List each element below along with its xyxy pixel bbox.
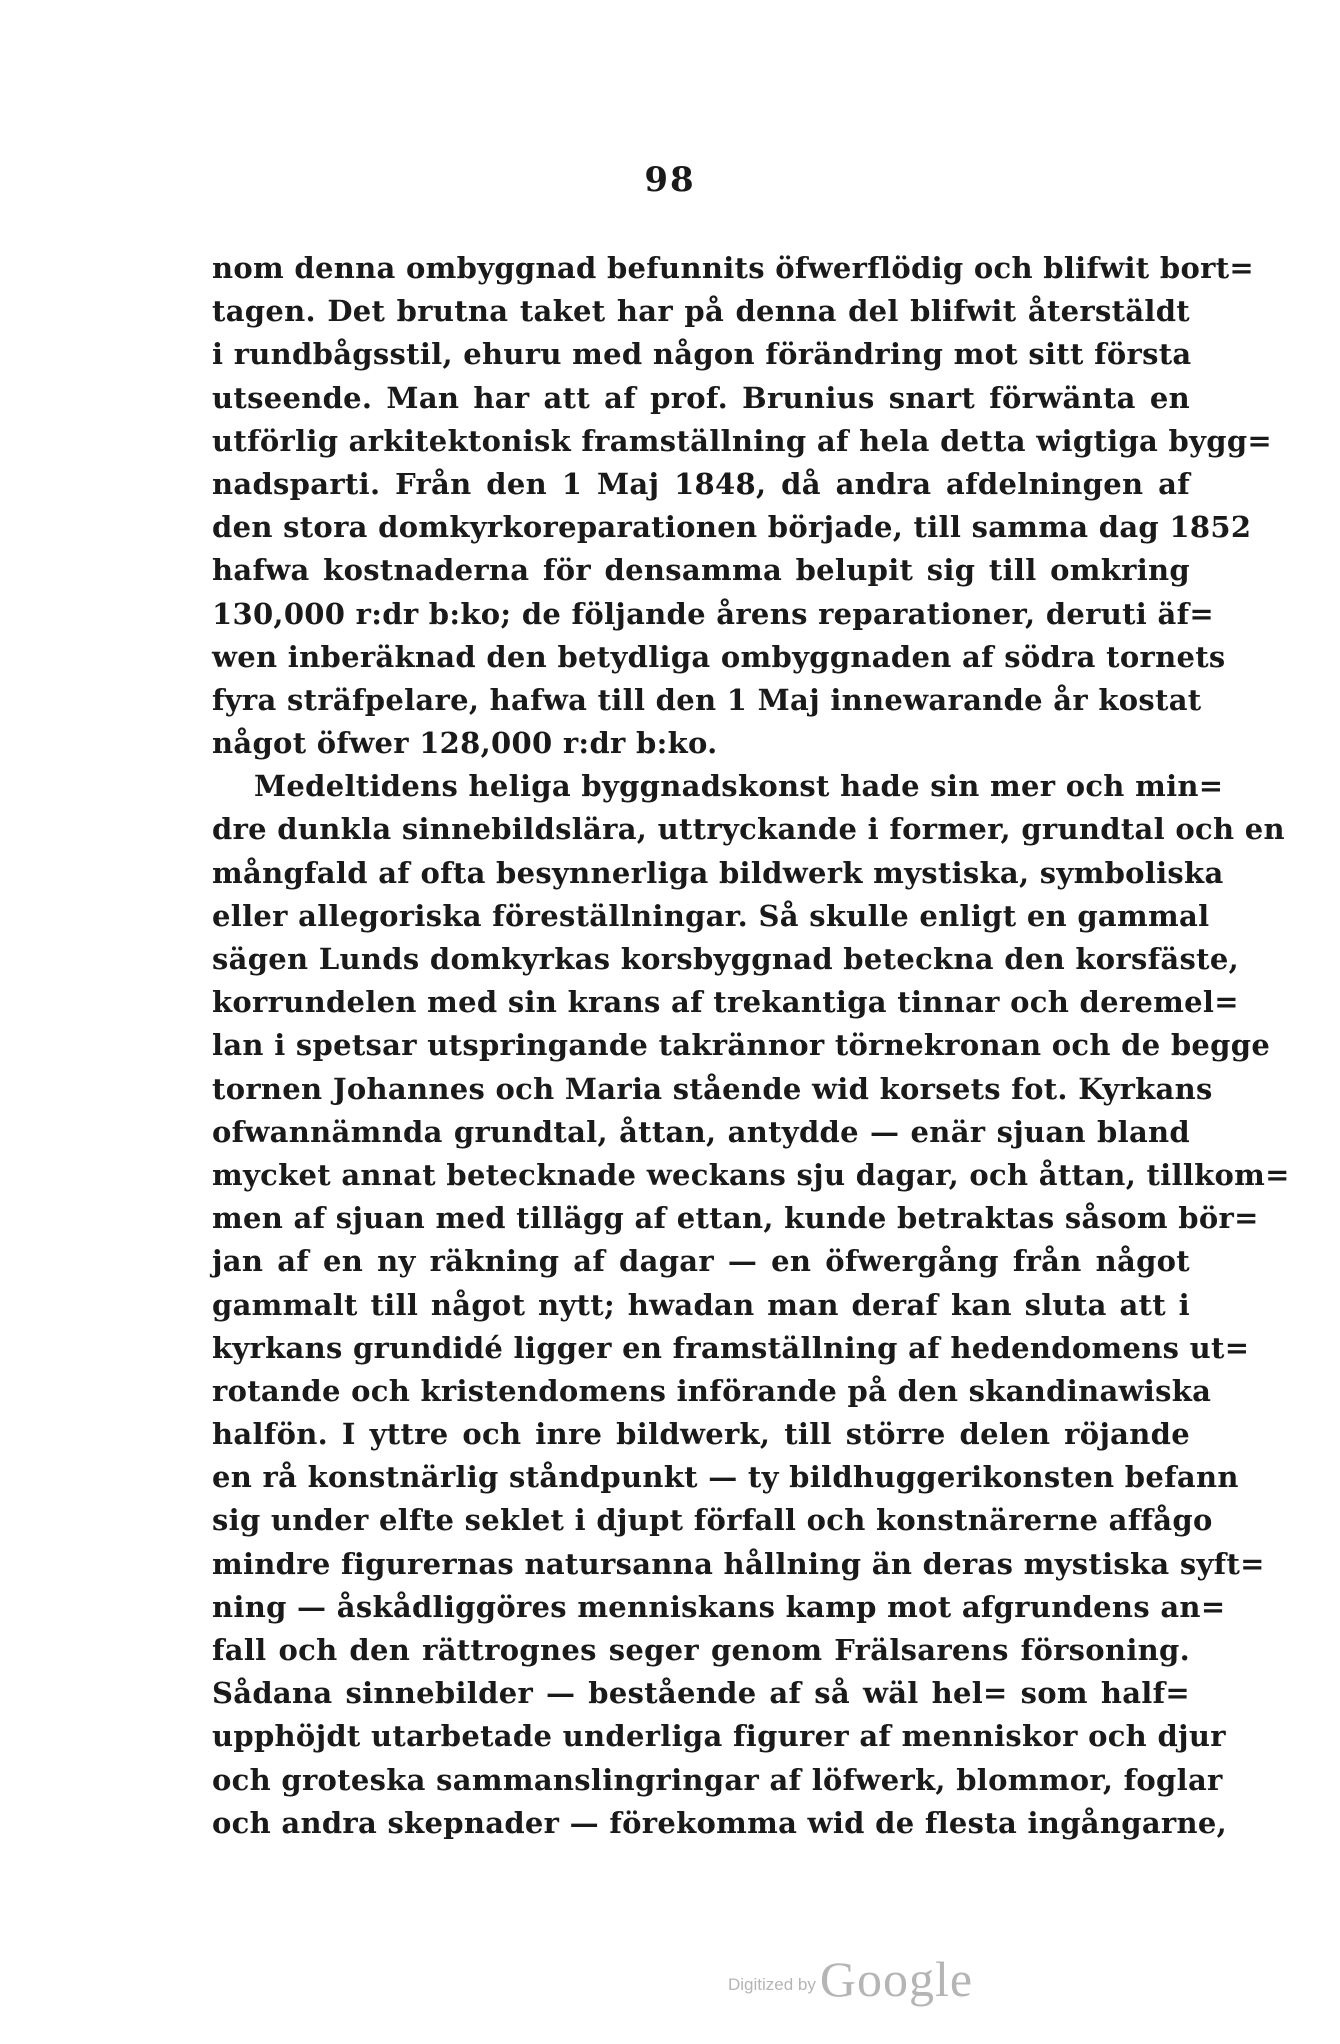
text-line: wen inberäknad den betydliga ombyggnaden af södra tornets [212,639,1226,674]
text-line: utseende. Man har att af prof. Brunius snart förwänta en [212,380,1190,415]
text-line: halfön. I yttre och inre bildwerk, till större delen röjande [212,1417,1190,1452]
text-line: fall och den rättrognes seger genom Frälsarens försoning. [212,1633,1190,1667]
watermark-brand: Google [819,1951,974,2007]
text-line: hafwa kostnaderna för densamma belupit sig till omkring [212,553,1190,588]
text-line: sig under elfte seklet i djupt förfall och konstnärerne affågo [212,1503,1213,1538]
text-line: nadsparti. Från den 1 Maj 1848, då andra afdelningen af [212,466,1190,501]
text-line: mångfald af ofta besynnerliga bildwerk mystiska, symboliska [212,855,1224,890]
digitized-watermark [728,1950,973,2008]
text-line: men af sjuan med tillägg af ettan, kunde betraktas såsom bör= [212,1201,1259,1236]
text-line: i rundbågsstil, ehuru med någon förändring mot sitt första [212,337,1192,372]
watermark-prefix: Digitized by [728,1975,816,1994]
text-line: rotande och kristendomens införande på den skandinawiska [212,1373,1212,1408]
text-line: dre dunkla sinnebildslära, uttryckande i former, grundtal och en [212,812,1285,847]
text-line: fyra sträfpelare, hafwa till den 1 Maj innewarande år kostat [212,682,1202,717]
text-line: nom denna ombyggnad befunnits öfwerflödig och blifwit bort= [212,251,1254,285]
text-line: ning — åskådliggöres menniskans kamp mot afgrundens an= [212,1589,1226,1624]
text-line: och groteska sammanslingringar af löfwerk, blommor, foglar [212,1762,1223,1797]
text-line: den stora domkyrkoreparationen började, till samma dag 1852 [212,510,1252,545]
text-line: gammalt till något nytt; hwadan man deraf kan sluta att i [212,1287,1190,1322]
text-line: lan i spetsar utspringande takrännor törnekronan och de begge [212,1028,1271,1063]
text-line: tornen Johannes och Maria stående wid korsets fot. Kyrkans [212,1071,1213,1106]
text-line: kyrkans grundidé ligger en framställning af hedendomens ut= [212,1330,1250,1365]
text-line: Medeltidens heliga byggnadskonst hade sin mer och min= [254,769,1224,804]
text-line: tagen. Det brutna taket har på denna del blifwit återstäldt [212,294,1190,329]
text-line: jan af en ny räkning af dagar — en öfwergång från något [212,1244,1190,1279]
text-line: korrundelen med sin krans af trekantiga tinnar och deremel= [212,985,1239,1020]
text-line: utförlig arkitektonisk framställning af hela detta wigtiga bygg= [212,423,1273,458]
text-line: sägen Lunds domkyrkas korsbyggnad beteckna den korsfäste, [212,942,1239,976]
text-line: eller allegoriska föreställningar. Så skulle enligt en gammal [212,898,1210,933]
text-line: ofwannämnda grundtal, åttan, antydde — enär sjuan bland [212,1114,1190,1149]
text-line: en rå konstnärlig ståndpunkt — ty bildhuggerikonsten befann [212,1460,1239,1495]
text-line: Sådana sinnebilder — bestående af så wäl hel= som half= [212,1676,1190,1711]
text-line: och andra skepnader — förekomma wid de flesta ingångarne, [212,1805,1228,1840]
text-line: 130,000 r:dr b:ko; de följande årens reparationer, deruti äf= [212,596,1214,631]
page-number: 98 [644,160,696,200]
text-line: något öfwer 128,000 r:dr b:ko. [212,726,718,761]
text-line: mindre figurernas natursanna hållning än deras mystiska syft= [212,1546,1265,1581]
text-line: mycket annat betecknade weckans sju dagar, och åttan, tillkom= [212,1157,1290,1192]
body-text [212,247,1290,1845]
text-line: upphöjdt utarbetade underliga figurer af menniskor och djur [212,1719,1226,1754]
